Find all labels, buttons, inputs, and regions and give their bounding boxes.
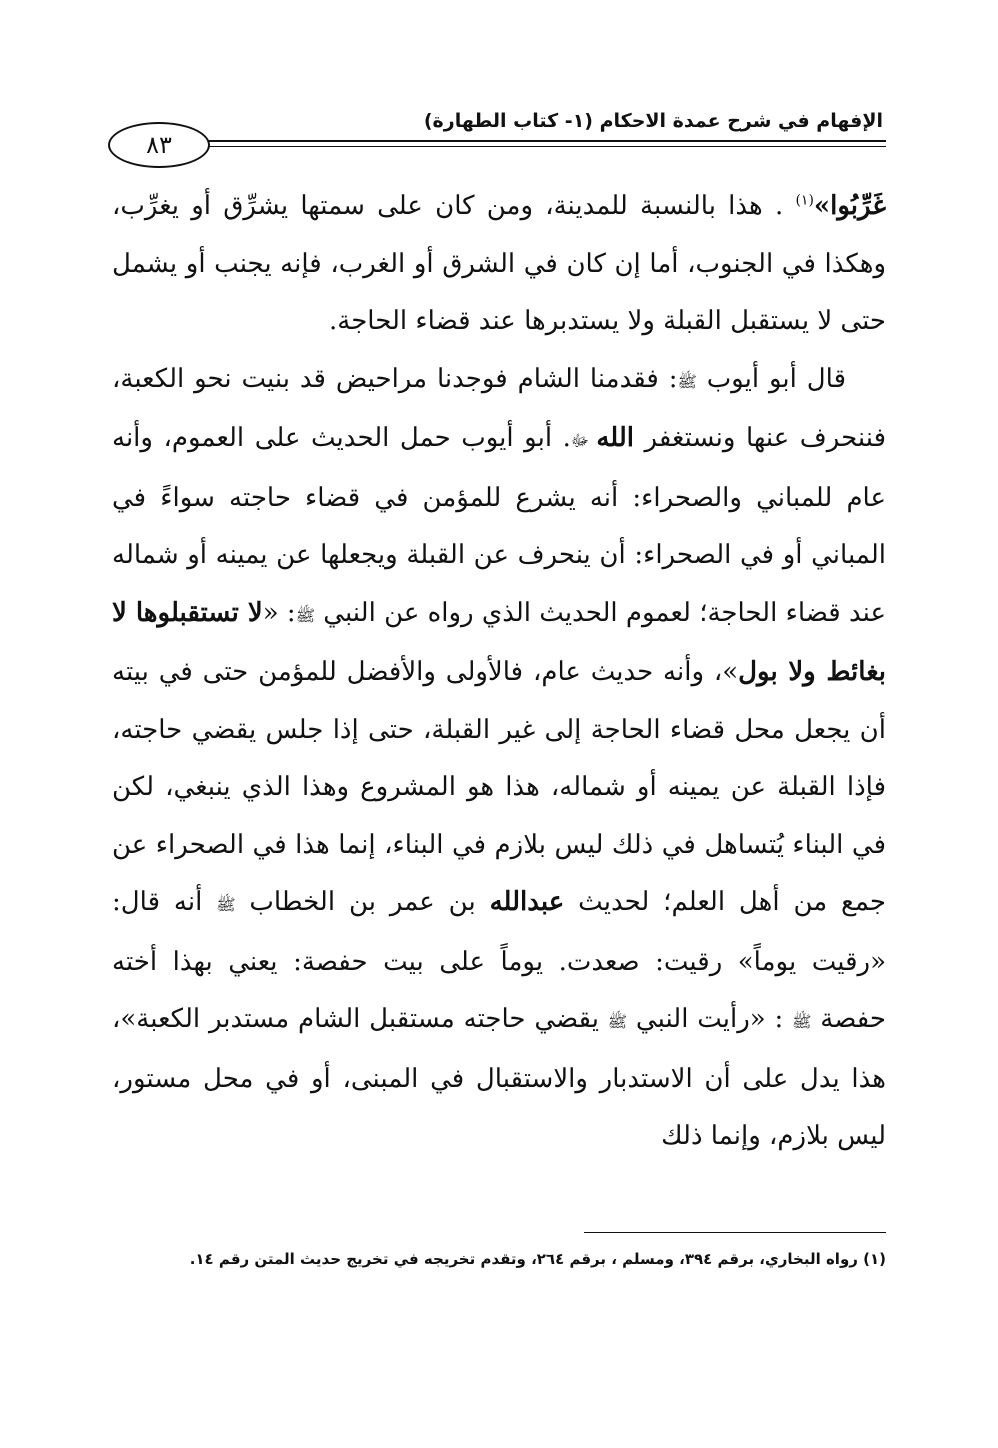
running-header-title: الإفهام في شرح عمدة الاحكام (١- كتاب الطهارة)	[423, 110, 883, 132]
footnote-reference: (١)	[795, 192, 814, 209]
abdallah-word: عبدالله	[489, 887, 565, 917]
paragraph-1-text: . هذا بالنسبة للمدينة، ومن كان على سمتها يشرِّق أو يغرِّب، وهكذا في الجنوب، أما إن كان في الشرق أو الغرب، فإنه يجنب أو يشمل حتى لا يستقبل القبلة ولا يستدبرها عند قضاء الحاجة.	[112, 191, 886, 336]
honorific-glyph: ﷺ	[216, 895, 236, 914]
honorific-glyph: ﷺ	[607, 1012, 628, 1031]
main-text	[112, 178, 886, 1166]
footnote-1: (١) رواه البخاري، برقم ٣٩٤، ومسلم ، برقم ٢٦٤، وتقدم تخريجه في تخريج حديث المتن رقم ١٤.	[189, 1250, 886, 1268]
text-run: : «	[262, 597, 296, 628]
allah-word: الله	[596, 423, 635, 453]
honorific-glyph: ﷺ	[677, 371, 697, 391]
text-run: بن عمر بن الخطاب	[235, 887, 490, 917]
hadith-quote-bold: لا تستقبلوها لا بغائط ولا بول	[112, 597, 886, 687]
text-run: : فقدمنا الشام فوجدنا مراحيض قد بنيت نحو الكعبة، فننحرف عنها ونستغفر	[112, 363, 886, 453]
text-run: أنه قال: «رقيت يوماً» رقيت: صعدت. يوماً على بيت حفصة: يعني بهذا أخته حفصة	[112, 887, 886, 1034]
footnote-separator	[584, 1232, 886, 1233]
text-run: يقضي حاجته مستقبل الشام مستدبر الكعبة»، هذا يدل على أن الاستدبار والاستقبال في المبنى، أو في محل مستور، ليس بلازم، وإنما ذلك	[112, 1004, 886, 1151]
page-number: ٨٣	[108, 122, 210, 168]
header-rule-thick	[200, 140, 886, 142]
paragraph-1	[112, 178, 886, 351]
text-run: : «رأيت النبي	[627, 1004, 793, 1034]
header-rule-thin	[200, 146, 886, 147]
text-run: . أبو أيوب حمل الحديث على العموم، وأنه عام للمباني والصحراء: أنه يشرع للمؤمن في قضاء حاجته سواءً في المباني أو في الصحراء: أن ينحرف عن القبلة ويجعلها عن يمينه أو شماله عند قضاء الحاجة؛ لعموم الحديث الذي رواه عن النبي	[112, 423, 887, 628]
hadith-ending-bold: غَرِّبُوا»	[813, 191, 886, 221]
text-run: »، وأنه حديث عام، فالأولى والأفضل للمؤمن حتى في بيته أن يجعل محل قضاء الحاجة إلى غير القبلة، حتى إذا جلس يقضي حاجته، فإذا القبلة عن يمينه أو شماله، هذا هو المشروع وهذا الذي ينبغي، لكن في البناء يُتساهل في ذلك ليس بلازم في البناء، إنما هذا في الصحراء عن جمع من أهل العلم؛ لحديث	[112, 657, 886, 917]
honorific-glyph: ﷻ	[570, 431, 597, 450]
honorific-glyph: ﷺ	[295, 605, 316, 625]
text-run: قال أبو أيوب	[696, 363, 847, 394]
honorific-glyph: ﷺ	[792, 1012, 812, 1031]
paragraph-2	[112, 351, 886, 1166]
